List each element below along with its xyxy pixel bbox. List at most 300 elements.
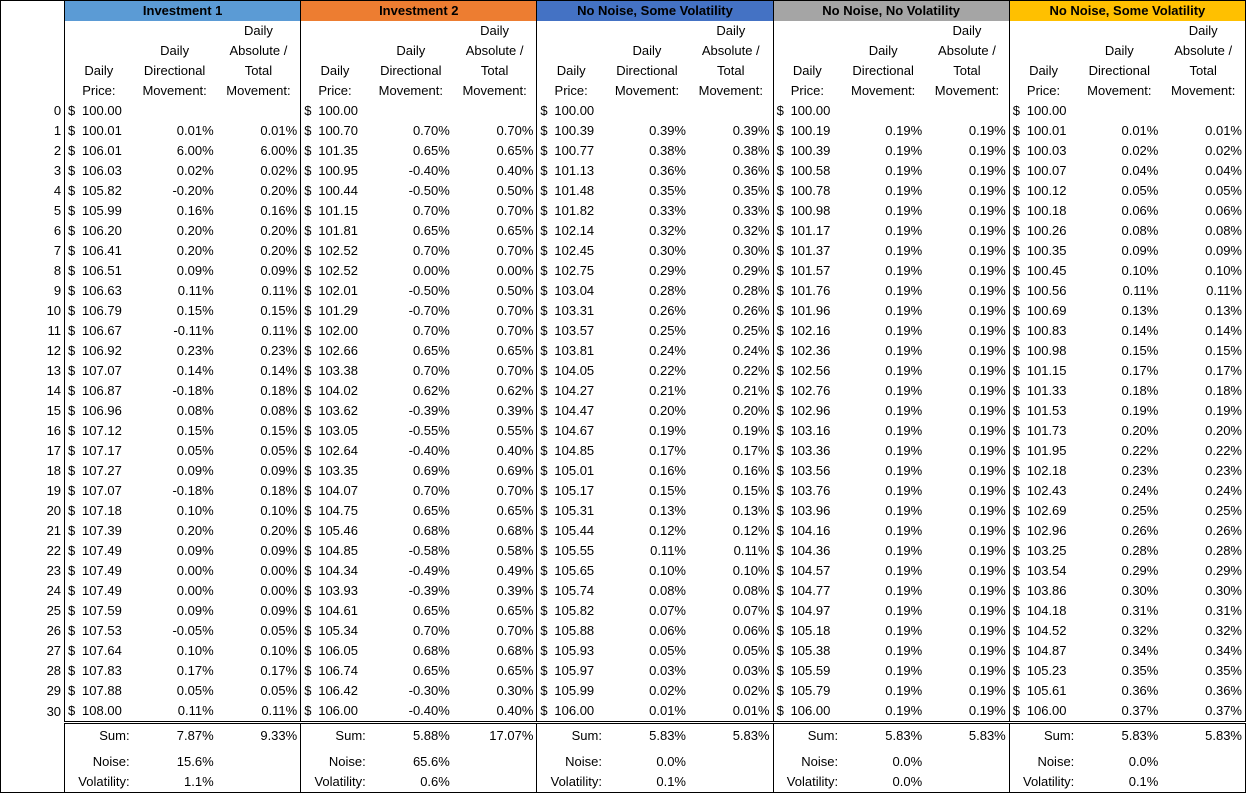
volatility-label[interactable]: Volatility: [1022, 774, 1075, 789]
price-cell[interactable] [301, 681, 369, 701]
absolute-cell[interactable]: 0.07% [689, 601, 773, 621]
price-cell[interactable] [1009, 181, 1077, 201]
price-cell[interactable] [301, 621, 369, 641]
price-cell[interactable] [65, 361, 133, 381]
absolute-cell[interactable]: 0.29% [689, 261, 773, 281]
price-cell[interactable] [773, 601, 841, 621]
price-cell[interactable] [65, 261, 133, 281]
absolute-cell[interactable]: 0.18% [217, 381, 301, 401]
price-cell[interactable] [1009, 201, 1077, 221]
absolute-cell[interactable]: 0.70% [453, 621, 537, 641]
price-cell[interactable] [773, 461, 841, 481]
price-cell[interactable] [537, 361, 605, 381]
directional-cell[interactable]: 0.01% [176, 123, 214, 138]
directional-cell[interactable]: 0.62% [412, 383, 450, 398]
directional-cell[interactable]: 0.00% [412, 263, 450, 278]
directional-cell[interactable]: 0.15% [649, 483, 686, 498]
blank-cell[interactable] [217, 752, 301, 772]
blank-cell[interactable] [1, 723, 65, 749]
price-cell[interactable] [301, 421, 369, 441]
sum-absolute[interactable]: 5.83% [1161, 723, 1245, 749]
absolute-cell[interactable]: 0.09% [217, 601, 301, 621]
blank-cell[interactable] [1161, 752, 1245, 772]
price-cell[interactable] [1009, 381, 1077, 401]
absolute-cell[interactable]: 0.19% [925, 361, 1009, 381]
directional-cell[interactable]: 0.01% [1121, 123, 1159, 138]
price-cell[interactable] [537, 661, 605, 681]
price-cell[interactable] [1009, 141, 1077, 161]
price-cell[interactable] [301, 441, 369, 461]
directional-cell[interactable]: 0.37% [1077, 701, 1161, 723]
directional-cell[interactable]: 0.19% [885, 163, 923, 178]
price-cell[interactable] [537, 181, 605, 201]
price-cell[interactable] [537, 321, 605, 341]
price-cell[interactable] [301, 201, 369, 221]
absolute-cell[interactable]: 0.19% [925, 401, 1009, 421]
absolute-cell[interactable]: 0.05% [217, 621, 301, 641]
directional-cell[interactable]: 0.70% [412, 363, 450, 378]
absolute-cell[interactable]: 0.19% [925, 161, 1009, 181]
directional-cell[interactable]: -0.49% [408, 563, 450, 578]
blank-cell[interactable] [1, 772, 65, 793]
directional-cell[interactable]: 0.13% [1121, 303, 1159, 318]
directional-cell[interactable]: 0.09% [1121, 243, 1159, 258]
price-cell[interactable] [537, 421, 605, 441]
directional-cell[interactable]: 0.70% [412, 483, 450, 498]
label-absolute-movement[interactable] [689, 21, 773, 101]
price-cell[interactable] [301, 141, 369, 161]
directional-cell[interactable]: -0.30% [408, 683, 450, 698]
absolute-cell[interactable]: 0.19% [925, 481, 1009, 501]
absolute-cell[interactable]: 0.40% [453, 161, 537, 181]
absolute-cell[interactable]: 0.20% [217, 181, 301, 201]
price-cell[interactable] [1009, 501, 1077, 521]
price-cell[interactable] [301, 481, 369, 501]
directional-cell[interactable]: 0.08% [1121, 223, 1159, 238]
row-index[interactable]: 28 [1, 661, 65, 681]
directional-cell[interactable]: 0.19% [885, 523, 923, 538]
absolute-cell[interactable]: 0.14% [217, 361, 301, 381]
directional-cell[interactable]: 0.22% [649, 363, 686, 378]
directional-cell[interactable]: 0.19% [885, 303, 923, 318]
directional-cell[interactable]: 0.02% [649, 683, 686, 698]
directional-cell[interactable]: 0.11% [1122, 283, 1159, 298]
absolute-cell[interactable]: 0.22% [1161, 441, 1245, 461]
row-index[interactable]: 19 [1, 481, 65, 501]
price-cell[interactable] [65, 381, 133, 401]
price-cell[interactable] [773, 181, 841, 201]
directional-cell[interactable]: 0.65% [412, 663, 450, 678]
price-cell[interactable] [773, 701, 841, 723]
noise-value[interactable]: 65.6% [412, 754, 450, 769]
absolute-cell[interactable]: 0.19% [925, 441, 1009, 461]
absolute-cell[interactable]: 0.05% [1161, 181, 1245, 201]
label-directional-movement[interactable] [841, 21, 925, 101]
absolute-cell[interactable]: 0.39% [689, 121, 773, 141]
directional-cell[interactable]: 0.22% [1121, 443, 1159, 458]
blank-cell[interactable] [925, 772, 1009, 793]
price-cell[interactable] [773, 541, 841, 561]
directional-cell[interactable]: 0.15% [176, 303, 214, 318]
absolute-cell[interactable]: 0.50% [453, 281, 537, 301]
price-cell[interactable] [537, 541, 605, 561]
absolute-cell[interactable]: 0.05% [217, 441, 301, 461]
directional-cell[interactable]: 0.28% [649, 283, 686, 298]
row-index[interactable]: 5 [1, 201, 65, 221]
price-cell[interactable] [65, 141, 133, 161]
label-daily-price[interactable] [773, 21, 841, 101]
price-cell[interactable] [1009, 581, 1077, 601]
price-cell[interactable] [773, 201, 841, 221]
price-cell[interactable] [773, 561, 841, 581]
absolute-cell[interactable]: 0.36% [689, 161, 773, 181]
directional-cell[interactable]: 0.20% [1121, 423, 1159, 438]
absolute-cell[interactable]: 0.19% [925, 341, 1009, 361]
directional-cell[interactable]: 0.65% [412, 343, 450, 358]
directional-cell[interactable]: -0.40% [408, 163, 450, 178]
absolute-cell[interactable]: 0.19% [925, 621, 1009, 641]
absolute-cell[interactable]: 0.17% [689, 441, 773, 461]
directional-cell[interactable]: 0.00% [176, 583, 214, 598]
absolute-cell[interactable]: 0.23% [1161, 461, 1245, 481]
directional-cell[interactable]: 0.23% [1121, 463, 1159, 478]
noise-label[interactable]: Noise: [565, 754, 602, 769]
directional-cell[interactable]: 0.70% [412, 123, 450, 138]
directional-cell[interactable]: 0.06% [1121, 203, 1159, 218]
noise-value[interactable]: 0.0% [1128, 754, 1159, 769]
absolute-cell[interactable]: 0.40% [453, 441, 537, 461]
price-cell[interactable] [1009, 261, 1077, 281]
price-cell[interactable] [1009, 101, 1077, 121]
absolute-cell[interactable]: 0.01% [217, 121, 301, 141]
directional-cell[interactable]: -0.18% [172, 483, 214, 498]
directional-cell[interactable]: 0.19% [885, 583, 923, 598]
price-cell[interactable] [1009, 641, 1077, 661]
price-cell[interactable] [537, 121, 605, 141]
directional-cell[interactable]: 0.11% [177, 283, 214, 298]
absolute-cell[interactable]: 0.19% [925, 561, 1009, 581]
price-cell[interactable] [65, 241, 133, 261]
directional-cell[interactable]: 0.18% [1121, 383, 1159, 398]
row-index[interactable]: 30 [1, 701, 65, 723]
directional-cell[interactable]: 0.05% [176, 443, 214, 458]
absolute-cell[interactable]: 0.70% [453, 201, 537, 221]
directional-cell[interactable] [605, 101, 689, 121]
price-cell[interactable] [65, 481, 133, 501]
sum-label[interactable]: Sum: [1043, 728, 1075, 743]
price-cell[interactable] [773, 141, 841, 161]
price-cell[interactable] [537, 601, 605, 621]
directional-cell[interactable]: 0.13% [649, 503, 686, 518]
directional-cell[interactable]: 0.70% [412, 623, 450, 638]
label-absolute-movement[interactable] [453, 21, 537, 101]
noise-label[interactable]: Noise: [1037, 754, 1075, 769]
row-index[interactable]: 13 [1, 361, 65, 381]
price-cell[interactable] [537, 161, 605, 181]
absolute-cell[interactable]: 0.19% [925, 141, 1009, 161]
directional-cell[interactable]: 0.08% [176, 403, 214, 418]
price-cell[interactable] [773, 521, 841, 541]
price-cell[interactable] [65, 681, 133, 701]
price-cell[interactable] [1009, 121, 1077, 141]
price-cell[interactable] [537, 101, 605, 121]
directional-cell[interactable]: 0.09% [176, 463, 214, 478]
price-cell[interactable] [301, 641, 369, 661]
price-cell[interactable] [301, 561, 369, 581]
directional-cell[interactable]: -0.11% [173, 323, 214, 338]
absolute-cell[interactable]: 0.65% [453, 141, 537, 161]
absolute-cell[interactable]: 0.09% [217, 541, 301, 561]
price-cell[interactable] [773, 121, 841, 141]
noise-label[interactable]: Noise: [92, 754, 130, 769]
absolute-cell[interactable]: 0.14% [1161, 321, 1245, 341]
row-index[interactable]: 9 [1, 281, 65, 301]
absolute-cell[interactable]: 0.19% [925, 201, 1009, 221]
directional-cell[interactable]: 0.70% [412, 243, 450, 258]
price-cell[interactable] [773, 641, 841, 661]
price-cell[interactable] [65, 581, 133, 601]
price-cell[interactable] [537, 281, 605, 301]
absolute-cell[interactable]: 0.19% [925, 581, 1009, 601]
directional-cell[interactable]: 0.21% [649, 383, 686, 398]
price-cell[interactable] [773, 661, 841, 681]
absolute-cell[interactable]: 0.19% [925, 221, 1009, 241]
group-header-2[interactable]: Investment 2 [301, 1, 537, 22]
directional-cell[interactable]: 0.05% [649, 643, 686, 658]
row-index[interactable]: 6 [1, 221, 65, 241]
price-cell[interactable] [537, 241, 605, 261]
label-daily-price[interactable] [301, 21, 369, 101]
price-cell[interactable] [1009, 361, 1077, 381]
group-header-4[interactable]: No Noise, No Volatility [773, 1, 1009, 22]
price-cell[interactable] [301, 461, 369, 481]
directional-cell[interactable]: 0.07% [649, 603, 686, 618]
directional-cell[interactable]: 0.06% [649, 623, 686, 638]
price-cell[interactable] [1009, 221, 1077, 241]
directional-cell[interactable]: 0.31% [1121, 603, 1159, 618]
price-cell[interactable] [537, 481, 605, 501]
directional-cell[interactable] [369, 101, 453, 121]
absolute-cell[interactable]: 0.39% [453, 581, 537, 601]
directional-cell[interactable]: 0.19% [885, 663, 923, 678]
row-index[interactable]: 8 [1, 261, 65, 281]
sum-directional[interactable]: 5.83% [1121, 728, 1159, 743]
absolute-cell[interactable]: 0.19% [925, 641, 1009, 661]
price-cell[interactable] [65, 181, 133, 201]
directional-cell[interactable]: 0.34% [1121, 643, 1159, 658]
directional-cell[interactable]: 0.19% [885, 223, 923, 238]
directional-cell[interactable]: 0.20% [649, 403, 686, 418]
row-index[interactable]: 0 [1, 101, 65, 121]
absolute-cell[interactable]: 0.19% [925, 521, 1009, 541]
price-cell[interactable] [65, 281, 133, 301]
directional-cell[interactable]: 0.19% [885, 363, 923, 378]
absolute-cell[interactable]: 0.55% [453, 421, 537, 441]
directional-cell[interactable]: 0.24% [1121, 483, 1159, 498]
price-cell[interactable] [773, 681, 841, 701]
absolute-cell[interactable]: 0.19% [1161, 401, 1245, 421]
price-cell[interactable] [1009, 521, 1077, 541]
price-cell[interactable] [65, 201, 133, 221]
volatility-label[interactable]: Volatility: [786, 774, 839, 789]
price-cell[interactable] [301, 661, 369, 681]
absolute-cell[interactable]: 0.25% [1161, 501, 1245, 521]
volatility-label[interactable]: Volatility: [550, 774, 602, 789]
directional-cell[interactable]: 0.36% [1121, 683, 1159, 698]
directional-cell[interactable]: 0.15% [1121, 343, 1159, 358]
sum-absolute[interactable]: 9.33% [217, 723, 301, 749]
absolute-cell[interactable]: 0.19% [925, 681, 1009, 701]
absolute-cell[interactable]: 0.19% [925, 261, 1009, 281]
absolute-cell[interactable]: 0.23% [217, 341, 301, 361]
sum-label[interactable]: Sum: [335, 728, 366, 743]
absolute-cell[interactable]: 0.19% [925, 301, 1009, 321]
absolute-cell[interactable]: 0.04% [1161, 161, 1245, 181]
directional-cell[interactable]: 0.19% [885, 143, 923, 158]
price-cell[interactable] [301, 521, 369, 541]
label-directional-movement[interactable] [369, 21, 453, 101]
blank-cell[interactable] [217, 772, 301, 793]
price-cell[interactable] [301, 301, 369, 321]
volatility-value[interactable]: 0.1% [656, 774, 686, 789]
price-cell[interactable] [773, 401, 841, 421]
price-cell[interactable] [301, 101, 369, 121]
absolute-cell[interactable]: 0.49% [453, 561, 537, 581]
price-cell[interactable] [537, 621, 605, 641]
directional-cell[interactable]: 0.11% [650, 543, 686, 558]
price-cell[interactable] [65, 421, 133, 441]
absolute-cell[interactable]: 0.65% [453, 341, 537, 361]
absolute-cell[interactable]: 0.70% [453, 481, 537, 501]
directional-cell[interactable] [1077, 101, 1161, 121]
price-cell[interactable] [65, 641, 133, 661]
group-header-5[interactable]: No Noise, Some Volatility [1009, 1, 1245, 22]
price-cell[interactable] [301, 321, 369, 341]
blank-cell[interactable] [1161, 772, 1245, 793]
directional-cell[interactable]: 0.01% [605, 701, 689, 723]
price-cell[interactable] [537, 141, 605, 161]
price-cell[interactable] [65, 441, 133, 461]
price-cell[interactable] [773, 161, 841, 181]
absolute-cell[interactable]: 0.34% [1161, 641, 1245, 661]
absolute-cell[interactable]: 0.02% [217, 161, 301, 181]
directional-cell[interactable]: 0.65% [412, 143, 450, 158]
directional-cell[interactable]: 0.38% [649, 143, 686, 158]
price-cell[interactable] [537, 381, 605, 401]
absolute-cell[interactable]: 0.30% [453, 681, 537, 701]
directional-cell[interactable]: 0.29% [649, 263, 686, 278]
price-cell[interactable] [1009, 161, 1077, 181]
sum-absolute[interactable]: 17.07% [453, 723, 537, 749]
absolute-cell[interactable]: 0.65% [453, 501, 537, 521]
price-cell[interactable] [773, 581, 841, 601]
absolute-cell[interactable]: 0.19% [925, 601, 1009, 621]
absolute-cell[interactable]: 0.69% [453, 461, 537, 481]
absolute-cell[interactable]: 6.00% [217, 141, 301, 161]
directional-cell[interactable]: -0.20% [172, 183, 214, 198]
price-cell[interactable] [773, 301, 841, 321]
directional-cell[interactable]: -0.55% [408, 423, 450, 438]
price-cell[interactable] [301, 261, 369, 281]
directional-cell[interactable]: 0.19% [885, 483, 923, 498]
absolute-cell[interactable]: 0.12% [689, 521, 773, 541]
directional-cell[interactable]: 0.02% [1121, 143, 1159, 158]
label-absolute-movement[interactable] [1161, 21, 1245, 101]
price-cell[interactable] [537, 341, 605, 361]
absolute-cell[interactable]: 0.19% [925, 701, 1009, 723]
price-cell[interactable] [537, 641, 605, 661]
price-cell[interactable] [773, 621, 841, 641]
sum-label[interactable]: Sum: [99, 728, 130, 743]
directional-cell[interactable]: 0.19% [885, 123, 923, 138]
directional-cell[interactable]: 0.19% [885, 683, 923, 698]
price-cell[interactable] [1009, 441, 1077, 461]
absolute-cell[interactable]: 0.06% [689, 621, 773, 641]
row-index[interactable]: 27 [1, 641, 65, 661]
absolute-cell[interactable]: 0.28% [689, 281, 773, 301]
price-cell[interactable] [773, 381, 841, 401]
row-header-blank[interactable] [1, 21, 65, 101]
absolute-cell[interactable]: 0.70% [453, 301, 537, 321]
directional-cell[interactable]: 0.20% [176, 523, 214, 538]
price-cell[interactable] [537, 501, 605, 521]
absolute-cell[interactable]: 0.11% [217, 701, 301, 723]
absolute-cell[interactable]: 0.10% [217, 641, 301, 661]
price-cell[interactable] [65, 541, 133, 561]
price-cell[interactable] [65, 661, 133, 681]
directional-cell[interactable]: 0.09% [176, 263, 214, 278]
directional-cell[interactable]: 0.35% [649, 183, 686, 198]
directional-cell[interactable]: 0.25% [1121, 503, 1159, 518]
price-cell[interactable] [773, 281, 841, 301]
row-index[interactable]: 16 [1, 421, 65, 441]
absolute-cell[interactable]: 0.09% [217, 261, 301, 281]
directional-cell[interactable]: -0.50% [408, 183, 450, 198]
directional-cell[interactable]: 0.23% [176, 343, 214, 358]
absolute-cell[interactable]: 0.11% [689, 541, 773, 561]
directional-cell[interactable]: 0.19% [885, 603, 923, 618]
absolute-cell[interactable] [925, 101, 1009, 121]
price-cell[interactable] [773, 321, 841, 341]
directional-cell[interactable]: 0.17% [649, 443, 686, 458]
price-cell[interactable] [301, 701, 369, 723]
sum-absolute[interactable]: 5.83% [689, 723, 773, 749]
absolute-cell[interactable]: 0.15% [217, 421, 301, 441]
absolute-cell[interactable]: 0.20% [217, 221, 301, 241]
directional-cell[interactable]: 0.00% [176, 563, 214, 578]
absolute-cell[interactable]: 0.17% [1161, 361, 1245, 381]
absolute-cell[interactable] [1161, 101, 1245, 121]
price-cell[interactable] [301, 601, 369, 621]
price-cell[interactable] [1009, 241, 1077, 261]
price-cell[interactable] [537, 201, 605, 221]
directional-cell[interactable] [133, 101, 217, 121]
blank-cell[interactable] [453, 772, 537, 793]
blank-cell[interactable] [1, 752, 65, 772]
directional-cell[interactable]: -0.40% [369, 701, 453, 723]
directional-cell[interactable]: 0.16% [649, 463, 686, 478]
directional-cell[interactable]: 0.11% [133, 701, 217, 723]
blank-cell[interactable] [689, 772, 773, 793]
blank-cell[interactable] [453, 752, 537, 772]
absolute-cell[interactable]: 0.21% [689, 381, 773, 401]
noise-value[interactable]: 0.0% [656, 754, 686, 769]
directional-cell[interactable]: 0.19% [885, 423, 923, 438]
price-cell[interactable] [537, 261, 605, 281]
directional-cell[interactable]: -0.50% [408, 283, 450, 298]
directional-cell[interactable]: 0.19% [885, 623, 923, 638]
price-cell[interactable] [773, 261, 841, 281]
